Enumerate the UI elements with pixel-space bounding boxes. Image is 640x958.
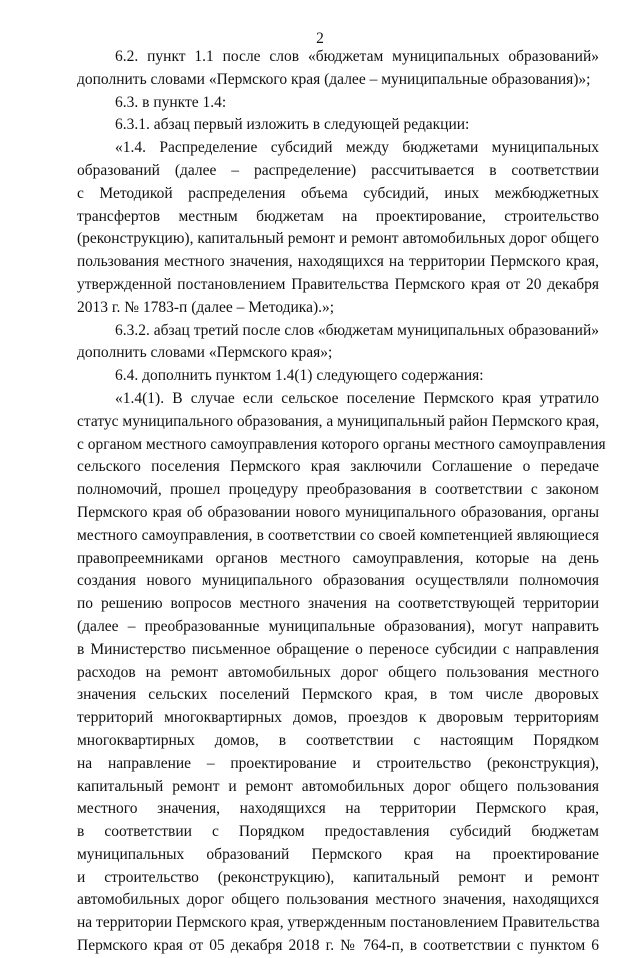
text-line: с органом местного самоуправления которого органы местного самоуправления: [77, 435, 606, 453]
text-line: «1.4(1). В случае если сельское поселение Пермского края утратило: [115, 389, 599, 407]
text-line: (реконструкцию), капитальный ремонт и ремонт автомобильных дорог общего: [77, 230, 599, 248]
text-line: пользования местного значения, находящихся на территории Пермского края,: [77, 253, 599, 271]
text-line: 6.2. пункт 1.1 после слов «бюджетам муниципальных образований»: [115, 48, 599, 65]
text-line: дополнить словами «Пермского края (далее – муниципальные образования)»;: [77, 70, 591, 88]
text-line: в соответствии с Порядком предоставления субсидий бюджетам: [77, 823, 599, 841]
text-line: на территории Пермского края, утвержденным постановлением Правительства: [77, 914, 600, 932]
text-line: трансфертов местным бюджетам на проектирование, строительство: [77, 207, 599, 225]
text-line: местного самоуправления, в соответствии со своей компетенцией являющиеся: [77, 526, 599, 544]
text-line: статус муниципального образования, а муниципальный район Пермского края,: [77, 412, 600, 430]
text-line: с Методикой распределения объема субсидий, иных межбюджетных: [77, 184, 599, 202]
text-line: образований (далее – распределение) рассчитывается в соответствии: [77, 161, 599, 179]
document-body: [77, 46, 606, 958]
text-line: «1.4. Распределение субсидий между бюджетами муниципальных: [115, 139, 599, 157]
text-line: по решению вопросов местного значения на соответствующей территории: [77, 595, 599, 613]
text-line: правопреемниками органов местного самоуправления, которые на день: [77, 549, 599, 567]
text-line: муниципальных образований Пермского края на проектирование: [77, 845, 599, 863]
text-line: территорий многоквартирных домов, проездов к дворовым территориям: [77, 709, 599, 727]
text-line: полномочий, прошел процедуру преобразования в соответствии с законом: [77, 481, 599, 499]
text-line: значения сельских поселений Пермского края, в том числе дворовых: [77, 686, 599, 704]
page-number: 2: [316, 30, 324, 47]
text-line: утвержденной постановлением Правительства Пермского края от 20 декабря: [77, 275, 599, 293]
text-line: дополнить словами «Пермского края»;: [77, 344, 333, 362]
text-line: автомобильных дорог общего пользования местного значения, находящихся: [77, 891, 599, 909]
text-line: 6.4. дополнить пунктом 1.4(1) следующего содержания:: [115, 367, 484, 385]
text-line: капитальный ремонт и ремонт автомобильных дорог общего пользования: [77, 777, 599, 795]
text-line: сельского поселения Пермского края заключили Соглашение о передаче: [77, 458, 599, 476]
text-line: местного значения, находящихся на территории Пермского края,: [77, 800, 599, 818]
text-line: 2013 г. № 1783-п (далее – Методика).»;: [77, 298, 335, 316]
text-line: в Министерство письменное обращение о переносе субсидии с направления: [77, 640, 599, 658]
text-line: создания нового муниципального образования осуществляли полномочия: [77, 572, 599, 590]
text-line: на направление – проектирование и строительство (реконструкция),: [77, 754, 599, 772]
text-line: 6.3.1. абзац первый изложить в следующей редакции:: [115, 116, 470, 134]
text-line: и строительство (реконструкцию), капитальный ремонт и ремонт: [77, 868, 599, 886]
text-line: (далее – преобразованные муниципальные образования), могут направить: [77, 617, 599, 635]
text-line: Пермского края об образовании нового муниципального образования, органы: [77, 503, 599, 521]
text-line: 6.3.2. абзац третий после слов «бюджетам муниципальных образований»: [115, 321, 599, 339]
text-line: 6.3. в пункте 1.4:: [115, 93, 227, 111]
text-line: расходов на ремонт автомобильных дорог общего пользования местного: [77, 663, 599, 681]
text-line: многоквартирных домов, в соответствии с настоящим Порядком: [77, 731, 599, 749]
text-line: Пермского края от 05 декабря 2018 г. № 764-п, в соответствии с пунктом 6: [77, 937, 599, 955]
